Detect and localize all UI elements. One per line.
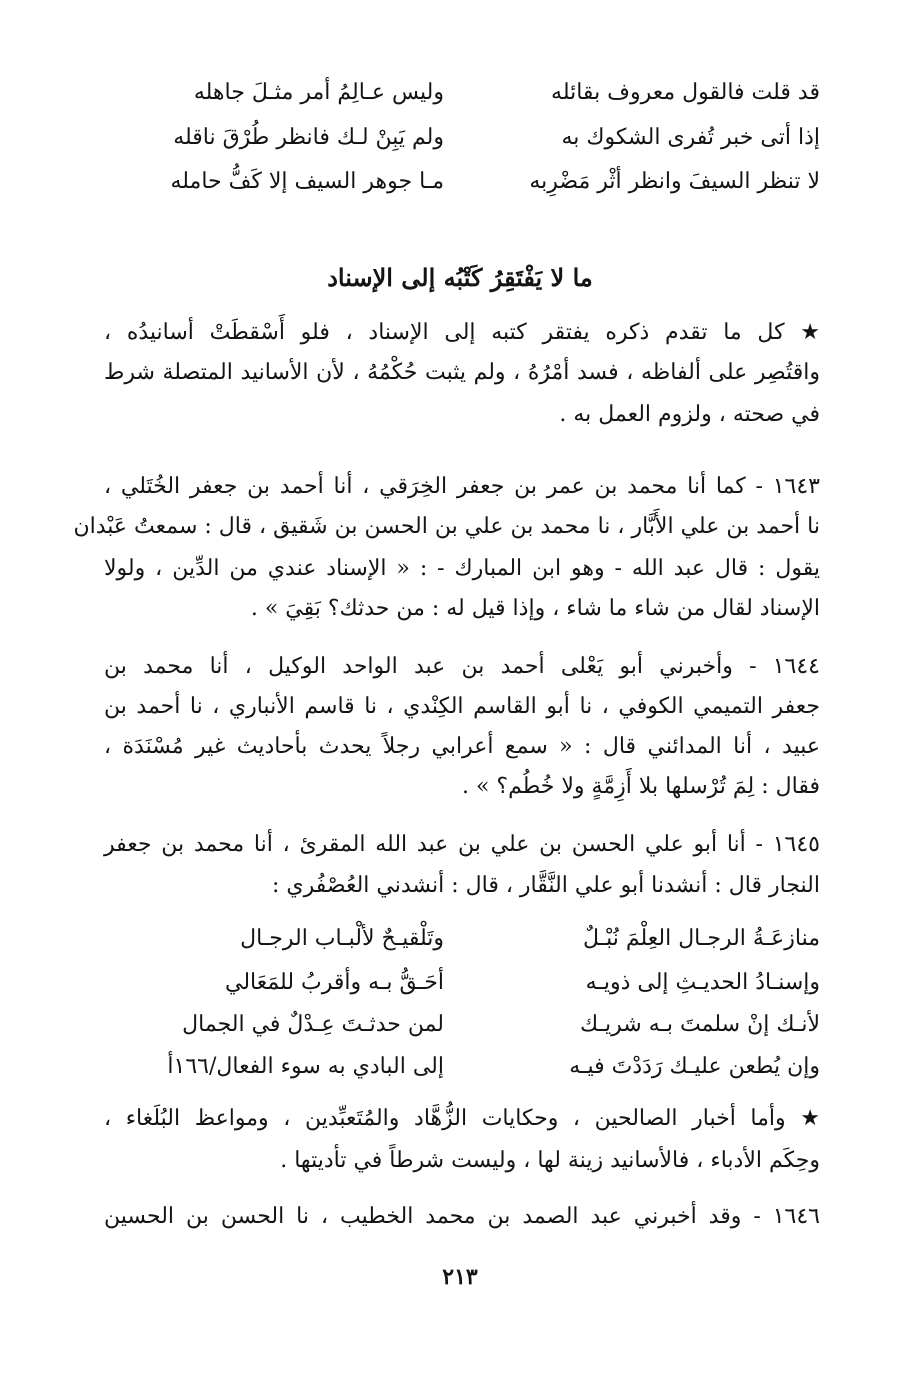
page-number: ٢١٣ <box>442 1264 478 1290</box>
poem1-hemistich-left-1: وليس عـالِمُ أمر مثـلَ جاهله <box>193 80 444 105</box>
poem2-hemistich-right-3: لأنـك إنْ سلمتَ بـه شريـك <box>580 1012 820 1037</box>
poem1-hemistich-right-3: لا تنظر السيفَ وانظر أثْر مَضْرِبه <box>529 169 820 194</box>
poem2-hemistich-right-1: منازعَـةُ الرجـال العِلْمَ نُبْـلٌ <box>582 926 820 951</box>
hadith-1644-line-4: فقال : لِمَ تُرْسلها بلا أَزِمَّةٍ ولا خُطُم؟ » . <box>461 774 820 799</box>
para2-line-1: ★ وأما أخبار الصالحين ، وحكايات الزُّهَّاد والمُتَعبِّدين ، ومواعظ البُلَغاء ، <box>104 1106 820 1131</box>
hadith-1644-line-3: عبيد ، أنا المدائني قال : « سمع أعرابي رجلاً يحدث بأحاديث غير مُسْنَدَة ، <box>104 734 820 759</box>
para1-line-2: واقتُصِر على ألفاظه ، فسد أمْرُهُ ، ولم يثبت حُكْمُهُ ، لأن الأسانيد المتصلة شرط <box>104 360 820 385</box>
hadith-1645-line-2: النجار قال : أنشدنا أبو علي النَّقَّار ، قال : أنشدني العُصْفُري : <box>271 873 820 898</box>
hadith-1646-line-1: ١٦٤٦ - وقد أخبرني عبد الصمد بن محمد الخطيب ، نا الحسن بن الحسين <box>104 1204 820 1229</box>
poem2-hemistich-left-3: لمن حدثـتَ عِـدْلٌ في الجمال <box>182 1012 444 1037</box>
para1-line-1: ★ كل ما تقدم ذكره يفتقر كتبه إلى الإسناد ، فلو أَسْقطَتْ أسانيدُه ، <box>104 320 820 345</box>
para2-line-2: وحِكَم الأدباء ، فالأسانيد زينة لها ، وليست شرطاً في تأديتها . <box>280 1148 820 1173</box>
hadith-1644-line-1: ١٦٤٤ - وأخبرني أبو يَعْلى أحمد بن عبد الواحد الوكيل ، أنا محمد بن <box>104 654 820 679</box>
poem1-hemistich-right-2: إذا أتى خبر تُفرى الشكوك به <box>561 125 820 150</box>
section-heading: ما لا يَفْتَقِرُ كَتْبُه إلى الإسناد <box>327 263 593 292</box>
para1-line-3: في صحته ، ولزوم العمل به . <box>559 402 820 427</box>
poem2-hemistich-left-1: وتَلْقيـحٌ لألْبـاب الرجـال <box>240 926 444 951</box>
poem2-hemistich-left-4: إلى البادي به سوء الفعال/١٦٦أ <box>167 1054 444 1079</box>
hadith-1644-line-2: جعفر التميمي الكوفي ، نا أبو القاسم الكِنْدي ، نا قاسم الأنباري ، نا أحمد بن <box>104 694 820 719</box>
hadith-1645-line-1: ١٦٤٥ - أنا أبو علي الحسن بن علي بن عبد الله المقرئ ، أنا محمد بن جعفر <box>104 832 820 857</box>
poem2-hemistich-right-4: وإن يُطعن عليـك رَدَدْتَ فيـه <box>569 1054 820 1079</box>
hadith-1643-line-3: يقول : قال عبد الله - وهو ابن المبارك - : « الإسناد عندي من الدِّين ، ولولا <box>104 556 820 581</box>
poem1-hemistich-left-3: مـا جوهر السيف إلا كَفُّ حامله <box>170 169 444 194</box>
hadith-1643-line-1: ١٦٤٣ - كما أنا محمد بن عمر بن جعفر الخِرَقي ، أنا أحمد بن جعفر الخُتَلي ، <box>104 474 820 499</box>
hadith-1643-line-4: الإسناد لقال من شاء ما شاء ، وإذا قيل له : من حدثك؟ بَقِيَ » . <box>250 596 820 621</box>
poem1-hemistich-right-1: قد قلت فالقول معروف بقائله <box>551 80 820 105</box>
poem1-hemistich-left-2: ولم يَبِنْ لـك فانظر طُرْقَ ناقله <box>173 125 444 150</box>
poem2-hemistich-left-2: أحَـقُّ بـه وأقربُ للمَعَالي <box>224 970 444 995</box>
poem2-hemistich-right-2: وإسنـادُ الحديـثِ إلى ذويـه <box>585 970 820 995</box>
hadith-1643-line-2: نا أحمد بن علي الأَبَّار ، نا محمد بن علي بن الحسن بن شَقيق ، قال : سمعتُ عَبْدان <box>73 514 820 539</box>
